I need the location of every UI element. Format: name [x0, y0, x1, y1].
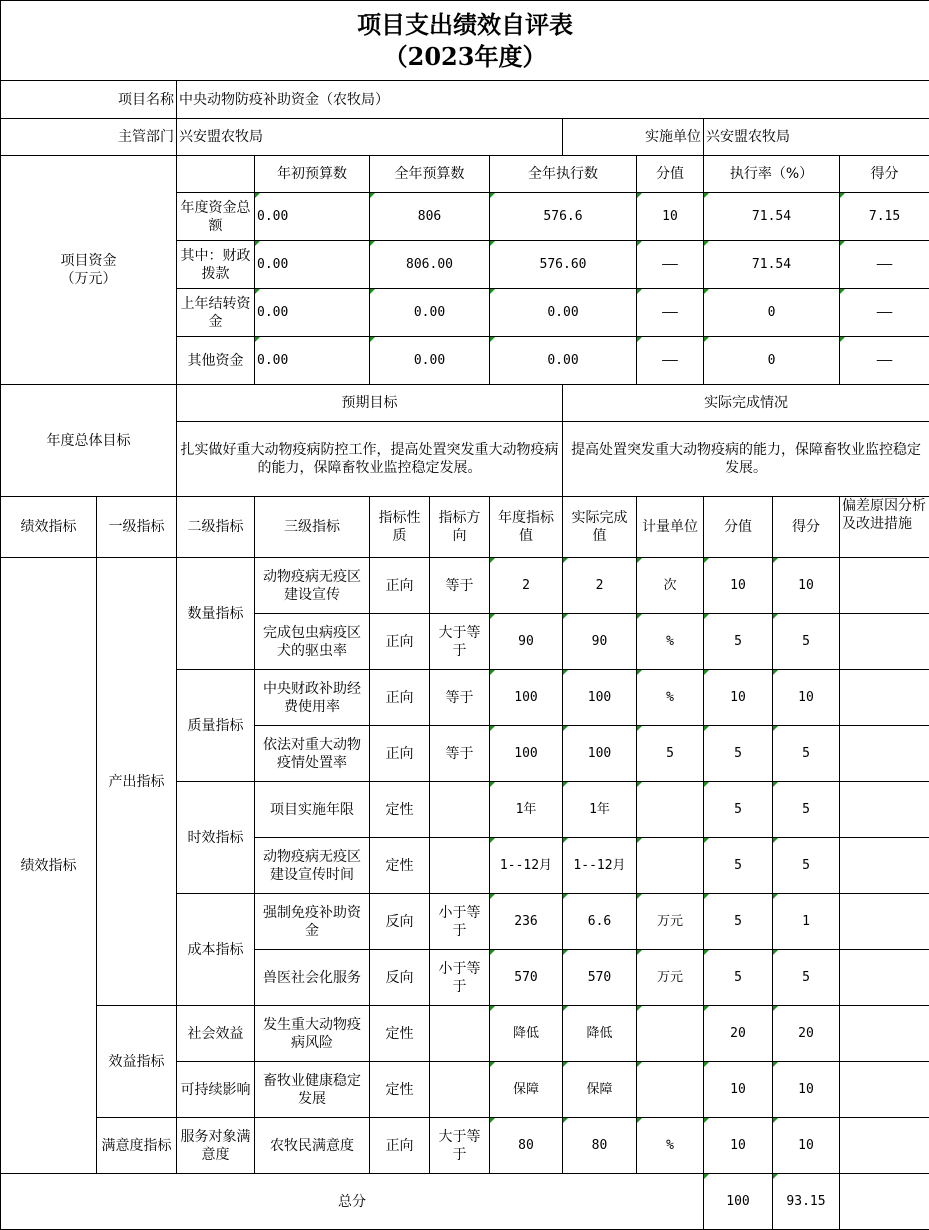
score: 20: [773, 1006, 840, 1062]
score-value: ——: [637, 289, 704, 337]
score: ——: [840, 337, 929, 385]
level2-indicator: 成本指标: [177, 894, 255, 1006]
indicator-header: 得分: [773, 497, 840, 558]
level3-indicator: 畜牧业健康稳定发展: [255, 1062, 370, 1118]
unit: %: [637, 670, 704, 726]
score: 5: [773, 782, 840, 838]
target-value: 100: [490, 670, 563, 726]
deviation-analysis: [840, 1062, 929, 1118]
deviation-analysis: [840, 614, 929, 670]
indicator-direction: 等于: [430, 558, 490, 614]
indicator-nature: 定性: [370, 782, 430, 838]
actual-goal: 提高处置突发重大动物疫病的能力，保障畜牧业监控稳定发展。: [563, 422, 929, 497]
goals-label: 年度总体目标: [1, 385, 177, 497]
level3-indicator: 强制免疫补助资金: [255, 894, 370, 950]
annual-budget: 806.00: [370, 241, 490, 289]
score-value: 5: [704, 950, 773, 1006]
indicator-nature: 定性: [370, 838, 430, 894]
indicator-header: 分值: [704, 497, 773, 558]
indicator-header: 计量单位: [637, 497, 704, 558]
subtitle: （2023年度）: [3, 41, 927, 73]
level3-indicator: 动物疫病无疫区建设宣传: [255, 558, 370, 614]
initial-budget: 0.00: [255, 289, 370, 337]
score-value: 10: [704, 558, 773, 614]
indicator-direction: [430, 838, 490, 894]
actual-value: 1年: [563, 782, 637, 838]
level2-indicator: 数量指标: [177, 558, 255, 670]
total-score-value: 100: [704, 1174, 773, 1230]
funds-header: 年初预算数: [255, 156, 370, 193]
score: 10: [773, 1118, 840, 1174]
level3-indicator: 依法对重大动物疫情处置率: [255, 726, 370, 782]
deviation-analysis: [840, 726, 929, 782]
level3-indicator: 项目实施年限: [255, 782, 370, 838]
deviation-analysis: [840, 1118, 929, 1174]
indicator-header: 偏差原因分析及改进措施: [840, 497, 929, 558]
score-value: 10: [704, 1062, 773, 1118]
execution-rate: 0: [704, 337, 840, 385]
score: 10: [773, 1062, 840, 1118]
score-value: 5: [704, 782, 773, 838]
target-value: 236: [490, 894, 563, 950]
score: 10: [773, 670, 840, 726]
execution-rate: 71.54: [704, 193, 840, 241]
target-value: 2: [490, 558, 563, 614]
indicator-header: 绩效指标: [1, 497, 97, 558]
annual-executed: 576.60: [490, 241, 637, 289]
level3-indicator: 动物疫病无疫区建设宣传时间: [255, 838, 370, 894]
initial-budget: 0.00: [255, 241, 370, 289]
score-value: 5: [704, 726, 773, 782]
score: ——: [840, 289, 929, 337]
deviation-analysis: [840, 670, 929, 726]
level2-indicator: 服务对象满意度: [177, 1118, 255, 1174]
unit: %: [637, 614, 704, 670]
indicator-nature: 定性: [370, 1006, 430, 1062]
level2-indicator: 质量指标: [177, 670, 255, 782]
target-value: 降低: [490, 1006, 563, 1062]
level3-indicator: 兽医社会化服务: [255, 950, 370, 1006]
project-name-label: 项目名称: [1, 81, 177, 119]
target-value: 1--12月: [490, 838, 563, 894]
page-title: [1, 1, 929, 81]
funds-header: 得分: [840, 156, 929, 193]
indicator-nature: 正向: [370, 1118, 430, 1174]
score: 5: [773, 950, 840, 1006]
unit: 次: [637, 558, 704, 614]
annual-executed: 576.6: [490, 193, 637, 241]
unit: 万元: [637, 894, 704, 950]
execution-rate: 71.54: [704, 241, 840, 289]
level1-indicator: 满意度指标: [97, 1118, 177, 1174]
annual-budget: 0.00: [370, 337, 490, 385]
level2-indicator: 时效指标: [177, 782, 255, 894]
unit: [637, 1062, 704, 1118]
indicator-header: 一级指标: [97, 497, 177, 558]
impl-value: 兴安盟农牧局: [704, 119, 929, 156]
funds-header: 分值: [637, 156, 704, 193]
dept-label: 主管部门: [1, 119, 177, 156]
unit: [637, 782, 704, 838]
score: 10: [773, 558, 840, 614]
level2-indicator: 社会效益: [177, 1006, 255, 1062]
indicator-nature: 正向: [370, 670, 430, 726]
indicator-header: 二级指标: [177, 497, 255, 558]
target-value: 保障: [490, 1062, 563, 1118]
target-value: 570: [490, 950, 563, 1006]
actual-value: 100: [563, 670, 637, 726]
title: 项目支出绩效自评表: [3, 9, 927, 41]
level1-indicator: 效益指标: [97, 1006, 177, 1118]
score: 7.15: [840, 193, 929, 241]
indicator-nature: 定性: [370, 1062, 430, 1118]
deviation-analysis: [840, 558, 929, 614]
score-value: 5: [704, 614, 773, 670]
actual-value: 90: [563, 614, 637, 670]
indicator-header: 年度指标值: [490, 497, 563, 558]
unit: 5: [637, 726, 704, 782]
unit: [637, 838, 704, 894]
score-value: 20: [704, 1006, 773, 1062]
deviation-analysis: [840, 894, 929, 950]
funds-header: 全年执行数: [490, 156, 637, 193]
indicator-direction: 小于等于: [430, 894, 490, 950]
deviation-analysis: [840, 1006, 929, 1062]
indicator-nature: 反向: [370, 894, 430, 950]
initial-budget: 0.00: [255, 337, 370, 385]
indicator-direction: 小于等于: [430, 950, 490, 1006]
actual-value: 6.6: [563, 894, 637, 950]
indicator-nature: 反向: [370, 950, 430, 1006]
project-name: 中央动物防疫补助资金（农牧局）: [177, 81, 929, 119]
funds-row-name: 其他资金: [177, 337, 255, 385]
total-blank: [840, 1174, 929, 1230]
level1-indicator: 产出指标: [97, 558, 177, 1006]
level3-indicator: 中央财政补助经费使用率: [255, 670, 370, 726]
indicator-direction: [430, 782, 490, 838]
deviation-analysis: [840, 950, 929, 1006]
level3-indicator: 农牧民满意度: [255, 1118, 370, 1174]
actual-value: 降低: [563, 1006, 637, 1062]
funds-row-name: 其中：财政拨款: [177, 241, 255, 289]
score-value: 10: [704, 1118, 773, 1174]
score-value: 5: [704, 838, 773, 894]
unit: [637, 1006, 704, 1062]
indicator-root: 绩效指标: [1, 558, 97, 1174]
unit: 万元: [637, 950, 704, 1006]
score: 5: [773, 726, 840, 782]
score-value: 5: [704, 894, 773, 950]
indicator-header: 三级指标: [255, 497, 370, 558]
score-value: 10: [637, 193, 704, 241]
dept-value: 兴安盟农牧局: [177, 119, 563, 156]
initial-budget: 0.00: [255, 193, 370, 241]
annual-budget: 0.00: [370, 289, 490, 337]
funds-label: 项目资金 （万元）: [1, 156, 177, 385]
expected-goal-header: 预期目标: [177, 385, 563, 422]
annual-budget: 806: [370, 193, 490, 241]
actual-value: 80: [563, 1118, 637, 1174]
actual-goal-header: 实际完成情况: [563, 385, 929, 422]
score-value: ——: [637, 337, 704, 385]
funds-row-name: 上年结转资金: [177, 289, 255, 337]
funds-header: 全年预算数: [370, 156, 490, 193]
indicator-direction: 等于: [430, 726, 490, 782]
expected-goal: 扎实做好重大动物疫病防控工作，提高处置突发重大动物疫病的能力，保障畜牧业监控稳定发展。: [177, 422, 563, 497]
indicator-row: [1, 1006, 929, 1062]
indicator-direction: [430, 1062, 490, 1118]
indicator-direction: 大于等于: [430, 614, 490, 670]
actual-value: 100: [563, 726, 637, 782]
indicator-nature: 正向: [370, 558, 430, 614]
indicator-row: [1, 1118, 929, 1174]
total-label: 总分: [1, 1174, 704, 1230]
target-value: 1年: [490, 782, 563, 838]
actual-value: 1--12月: [563, 838, 637, 894]
unit: %: [637, 1118, 704, 1174]
score: 5: [773, 614, 840, 670]
impl-label: 实施单位: [563, 119, 704, 156]
target-value: 80: [490, 1118, 563, 1174]
indicator-header: 指标性质: [370, 497, 430, 558]
deviation-analysis: [840, 782, 929, 838]
level3-indicator: 发生重大动物疫病风险: [255, 1006, 370, 1062]
level3-indicator: 完成包虫病疫区犬的驱虫率: [255, 614, 370, 670]
target-value: 90: [490, 614, 563, 670]
score-value: ——: [637, 241, 704, 289]
indicator-nature: 正向: [370, 614, 430, 670]
annual-executed: 0.00: [490, 289, 637, 337]
annual-executed: 0.00: [490, 337, 637, 385]
execution-rate: 0: [704, 289, 840, 337]
actual-value: 2: [563, 558, 637, 614]
indicator-nature: 正向: [370, 726, 430, 782]
deviation-analysis: [840, 838, 929, 894]
score: 1: [773, 894, 840, 950]
target-value: 100: [490, 726, 563, 782]
indicator-row: [1, 558, 929, 614]
funds-row-name: 年度资金总额: [177, 193, 255, 241]
indicator-header: 实际完成值: [563, 497, 637, 558]
funds-blank-header: [177, 156, 255, 193]
indicator-direction: 等于: [430, 670, 490, 726]
indicator-header: 指标方向: [430, 497, 490, 558]
level2-indicator: 可持续影响: [177, 1062, 255, 1118]
indicator-direction: [430, 1006, 490, 1062]
indicator-direction: 大于等于: [430, 1118, 490, 1174]
score: 5: [773, 838, 840, 894]
actual-value: 570: [563, 950, 637, 1006]
actual-value: 保障: [563, 1062, 637, 1118]
score-value: 10: [704, 670, 773, 726]
total-score: 93.15: [773, 1174, 840, 1230]
score: ——: [840, 241, 929, 289]
funds-header: 执行率（%）: [704, 156, 840, 193]
